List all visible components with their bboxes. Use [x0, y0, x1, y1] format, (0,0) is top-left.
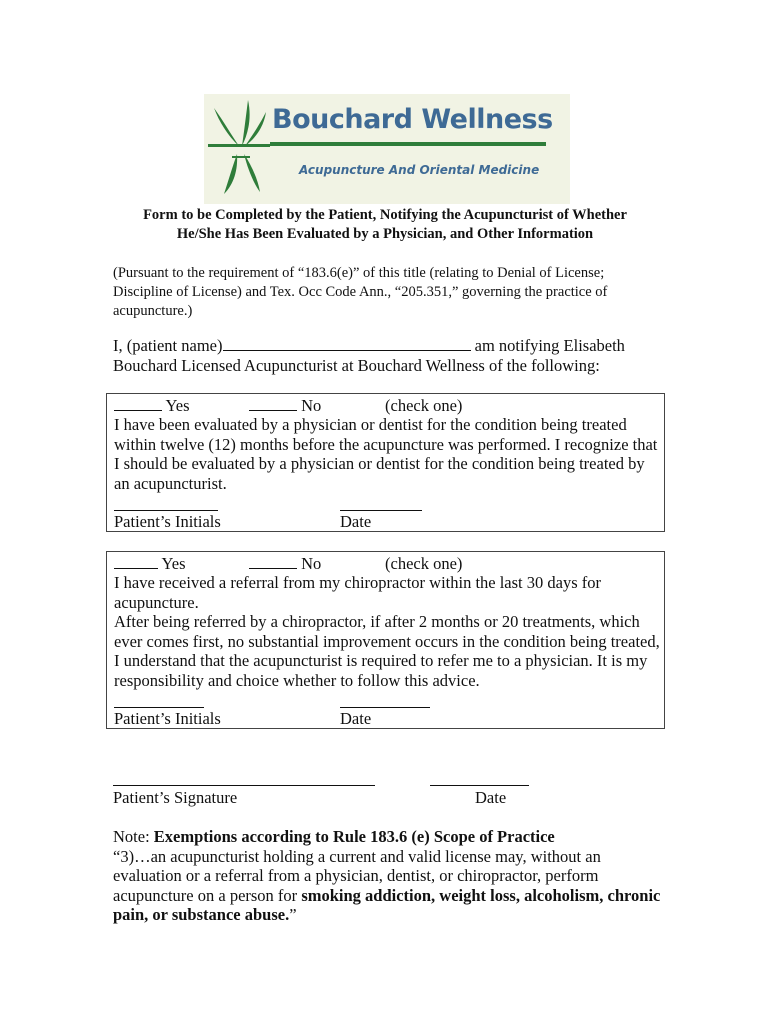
evaluation-text-line-2: within twelve (12) months before the acupuncture was performed. I recognize that — [114, 435, 658, 454]
note-line-3: acupuncture on a person for — [113, 885, 302, 905]
evaluation-check-one: (check one) — [385, 396, 463, 415]
note-line-1: “3)…an acupuncturist holding a current and valid license may, without an — [113, 846, 601, 866]
referral-date-field[interactable] — [340, 707, 430, 708]
note-line-4-bold: pain, or substance abuse. — [113, 905, 290, 924]
referral-initials-label: Patient’s Initials — [114, 709, 221, 728]
patient-name-field[interactable] — [223, 337, 471, 351]
evaluation-section — [106, 393, 665, 532]
signature-label: Patient’s Signature — [113, 788, 238, 807]
referral-text-line-1: I have received a referral from my chiropractor within the last 30 days for — [114, 573, 601, 592]
referral-text-line-6: responsibility and choice whether to follow this advice. — [114, 671, 480, 690]
referral-initials-field[interactable] — [114, 707, 204, 708]
evaluation-yes-field[interactable] — [114, 397, 162, 411]
bamboo-leaves-icon — [204, 94, 274, 204]
pursuant-line-3: acupuncture.) — [113, 303, 193, 319]
evaluation-date-field[interactable] — [340, 510, 422, 511]
logo-divider — [270, 142, 546, 146]
referral-text-line-2: acupuncture. — [114, 593, 199, 612]
pursuant-line-2: Discipline of License) and Tex. Occ Code Ann., “205.351,” governing the practice of — [113, 284, 608, 300]
referral-no-label: No — [301, 554, 322, 573]
intro-suffix: am notifying Elisabeth — [474, 336, 625, 355]
intro-paragraph — [113, 336, 673, 376]
evaluation-no-label: No — [301, 396, 322, 415]
logo-title: Bouchard Wellness — [272, 104, 553, 135]
form-title-line-1: Form to be Completed by the Patient, Notifying the Acupuncturist of Whether — [143, 207, 627, 223]
signature-date-field[interactable] — [430, 785, 529, 786]
bouchard-wellness-logo — [204, 94, 570, 204]
evaluation-date-label: Date — [340, 512, 372, 531]
pursuant-line-1: (Pursuant to the requirement of “183.6(e)” of this title (relating to Denial of License; — [113, 265, 605, 281]
referral-section — [106, 551, 665, 729]
pursuant-paragraph — [113, 264, 673, 321]
referral-date-label: Date — [340, 709, 372, 728]
referral-text-line-3: After being referred by a chiropractor, if after 2 months or 20 treatments, which — [114, 612, 640, 631]
evaluation-text-line-4: an acupuncturist. — [114, 474, 227, 493]
referral-text-line-4: ever comes first, no substantial improvement occurs in the condition being treated, — [114, 632, 660, 651]
note-line-3-bold: smoking addiction, weight loss, alcoholism, chronic — [301, 885, 661, 905]
evaluation-text-line-3: I should be evaluated by a physician or dentist for the condition being treated by — [114, 454, 645, 473]
note-line-4-end: ” — [289, 905, 297, 924]
form-title-line-2: He/She Has Been Evaluated by a Physician, and Other Information — [176, 226, 594, 242]
referral-no-field[interactable] — [249, 555, 297, 569]
referral-check-one: (check one) — [385, 554, 463, 573]
intro-prefix: I, (patient name) — [113, 336, 223, 355]
evaluation-initials-field[interactable] — [114, 510, 218, 511]
signature-date-label: Date — [475, 788, 507, 807]
exemption-note — [113, 827, 673, 925]
evaluation-text-line-1: I have been evaluated by a physician or dentist for the condition being treated — [114, 415, 627, 434]
evaluation-initials-label: Patient’s Initials — [114, 512, 221, 531]
logo-subtitle: Acupuncture And Oriental Medicine — [299, 163, 540, 177]
evaluation-no-field[interactable] — [249, 397, 297, 411]
referral-yes-field[interactable] — [114, 555, 158, 569]
intro-line-2: Bouchard Licensed Acupuncturist at Bouchard Wellness of the following: — [113, 356, 600, 375]
evaluation-yes-label: Yes — [165, 396, 190, 415]
form-title — [100, 206, 670, 244]
referral-yes-label: Yes — [161, 554, 186, 573]
referral-text-line-5: I understand that the acupuncturist is required to refer me to a physician. It is my — [114, 651, 648, 670]
note-line-2: evaluation or a referral from a physician, dentist, or chiropractor, perform — [113, 866, 599, 885]
note-label: Note: — [113, 827, 154, 846]
signature-field[interactable] — [113, 785, 375, 786]
note-heading: Exemptions according to Rule 183.6 (e) Scope of Practice — [153, 827, 555, 846]
